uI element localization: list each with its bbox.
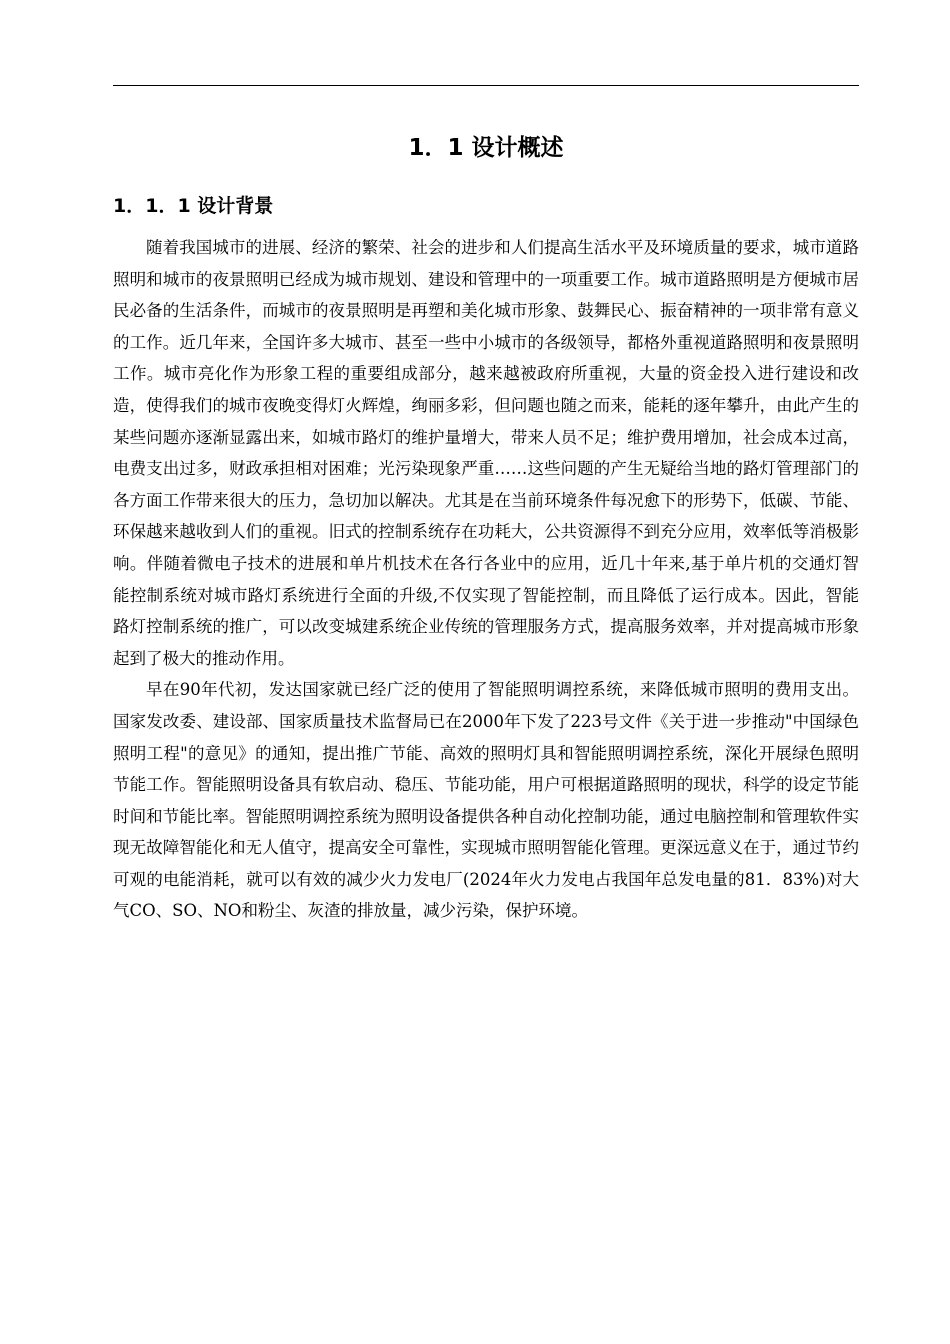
section-title: 1．1 设计概述	[408, 135, 564, 161]
paragraph-history: 早在90年代初，发达国家就已经广泛的使用了智能照明调控系统，来降低城市照明的费用支出。国家发改委、建设部、国家质量技术监督局已在2000年下发了223号文件《关于进一步推动"中国绿色照明工程"的意见》的通知，提出推广节能、高效的照明灯具和智能照明调控系统，深化开展绿色照明节能工作。智能照明设备具有软启动、稳压、节能功能，用户可根据道路照明的现状，科学的设定节能时间和节能比率。智能照明调控系统为照明设备提供各种自动化控制功能，通过电脑控制和管理软件实现无故障智能化和无人值守，提高安全可靠性，实现城市照明智能化管理。更深远意义在于，通过节约可观的电能消耗，就可以有效的减少火力发电厂(2024年火力发电占我国年总发电量的81．83%)对大气CO、SO、NO和粉尘、灰渣的排放量，减少污染，保护环境。	[113, 680, 859, 921]
header-rule	[113, 85, 859, 86]
subsection-title: 1．1．1 设计背景	[113, 195, 274, 217]
body-text	[113, 232, 859, 927]
paragraph-background: 随着我国城市的进展、经济的繁荣、社会的进步和人们提高生活水平及环境质量的要求，城市道路照明和城市的夜景照明已经成为城市规划、建设和管理中的一项重要工作。城市道路照明是方便城市居民必备的生活条件，而城市的夜景照明是再塑和美化城市形象、鼓舞民心、振奋精神的一项非常有意义的工作。近几年来，全国许多大城市、甚至一些中小城市的各级领导，都格外重视道路照明和夜景照明工作。城市亮化作为形象工程的重要组成部分，越来越被政府所重视，大量的资金投入进行建设和改造，使得我们的城市夜晚变得灯火辉煌，绚丽多彩，但问题也随之而来，能耗的逐年攀升，由此产生的某些问题亦逐渐显露出来，如城市路灯的维护量增大，带来人员不足；维护费用增加，社会成本过高，电费支出过多，财政承担相对困难；光污染现象严重……这些问题的产生无疑给当地的路灯管理部门的各方面工作带来很大的压力，急切加以解决。尤其是在当前环境条件每况愈下的形势下，低碳、节能、环保越来越收到人们的重视。旧式的控制系统存在功耗大，公共资源得不到充分应用，效率低等消极影响。伴随着微电子技术的进展和单片机技术在各行各业中的应用，近几十年来,基于单片机的交通灯智能控制系统对城市路灯系统进行全面的升级,不仅实现了智能控制，而且降低了运行成本。因此，智能路灯控制系统的推广，可以改变城建系统企业传统的管理服务方式，提高服务效率，并对提高城市形象起到了极大的推动作用。	[113, 238, 859, 668]
